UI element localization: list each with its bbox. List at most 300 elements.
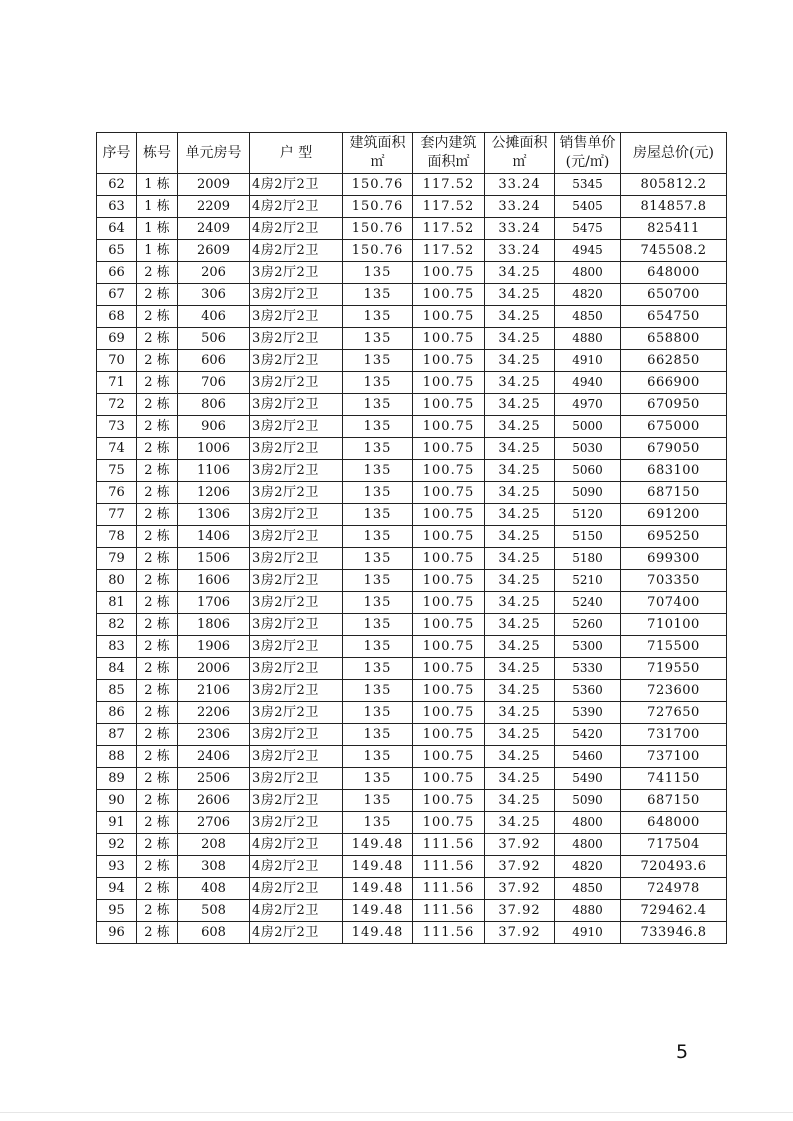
total-price-cell: 703350 [621,570,727,592]
layout-cell: 3房2厅2卫 [250,614,343,636]
building-cell: 2 栋 [137,394,178,416]
seq-cell: 81 [97,592,137,614]
unit-cell: 2306 [178,724,250,746]
table-row [97,900,727,922]
building-cell: 2 栋 [137,658,178,680]
unit-price-cell: 5460 [555,746,621,768]
header-row [97,133,727,174]
shared-area-cell: 33.24 [485,196,555,218]
inner-area-cell: 111.56 [413,922,485,944]
unit-cell: 1406 [178,526,250,548]
unit-price-cell: 4850 [555,878,621,900]
inner-area-cell: 100.75 [413,306,485,328]
building-cell: 1 栋 [137,174,178,196]
unit-cell: 2406 [178,746,250,768]
unit-price-cell: 5150 [555,526,621,548]
gross-area-cell: 135 [343,482,413,504]
layout-cell: 3房2厅2卫 [250,350,343,372]
unit-price-cell: 5120 [555,504,621,526]
price-table [96,132,727,944]
total-price-cell: 724978 [621,878,727,900]
shared-area-cell: 34.25 [485,372,555,394]
header-layout: 户 型 [250,133,343,174]
building-cell: 2 栋 [137,482,178,504]
shared-area-cell: 33.24 [485,240,555,262]
unit-price-cell: 5030 [555,438,621,460]
building-cell: 2 栋 [137,306,178,328]
footer-rule [0,1112,793,1113]
shared-area-cell: 34.25 [485,504,555,526]
layout-cell: 3房2厅2卫 [250,262,343,284]
gross-area-cell: 150.76 [343,218,413,240]
building-cell: 2 栋 [137,438,178,460]
seq-cell: 73 [97,416,137,438]
seq-cell: 92 [97,834,137,856]
unit-cell: 706 [178,372,250,394]
header-building: 栋号 [137,133,178,174]
shared-area-cell: 33.24 [485,174,555,196]
gross-area-cell: 135 [343,768,413,790]
unit-price-cell: 5300 [555,636,621,658]
seq-cell: 68 [97,306,137,328]
layout-cell: 3房2厅2卫 [250,284,343,306]
unit-price-cell: 5345 [555,174,621,196]
total-price-cell: 745508.2 [621,240,727,262]
layout-cell: 3房2厅2卫 [250,306,343,328]
shared-area-cell: 34.25 [485,526,555,548]
inner-area-cell: 117.52 [413,218,485,240]
seq-cell: 78 [97,526,137,548]
unit-price-cell: 5475 [555,218,621,240]
layout-cell: 3房2厅2卫 [250,482,343,504]
table-row [97,350,727,372]
table-row [97,394,727,416]
layout-cell: 3房2厅2卫 [250,328,343,350]
total-price-cell: 662850 [621,350,727,372]
inner-area-cell: 100.75 [413,680,485,702]
shared-area-cell: 34.25 [485,394,555,416]
table-row [97,812,727,834]
unit-cell: 206 [178,262,250,284]
layout-cell: 3房2厅2卫 [250,812,343,834]
layout-cell: 3房2厅2卫 [250,790,343,812]
seq-cell: 64 [97,218,137,240]
shared-area-cell: 34.25 [485,812,555,834]
building-cell: 2 栋 [137,504,178,526]
inner-area-cell: 100.75 [413,702,485,724]
seq-cell: 62 [97,174,137,196]
table-row [97,482,727,504]
shared-area-cell: 34.25 [485,284,555,306]
building-cell: 2 栋 [137,834,178,856]
total-price-cell: 691200 [621,504,727,526]
inner-area-cell: 100.75 [413,372,485,394]
seq-cell: 82 [97,614,137,636]
gross-area-cell: 149.48 [343,834,413,856]
unit-price-cell: 5180 [555,548,621,570]
total-price-cell: 687150 [621,790,727,812]
layout-cell: 3房2厅2卫 [250,702,343,724]
unit-price-cell: 4880 [555,900,621,922]
unit-price-cell: 5405 [555,196,621,218]
unit-price-cell: 4800 [555,262,621,284]
table-row [97,460,727,482]
gross-area-cell: 149.48 [343,856,413,878]
building-cell: 2 栋 [137,790,178,812]
building-cell: 2 栋 [137,284,178,306]
shared-area-cell: 34.25 [485,328,555,350]
unit-cell: 2009 [178,174,250,196]
gross-area-cell: 135 [343,372,413,394]
table-row [97,856,727,878]
seq-cell: 72 [97,394,137,416]
layout-cell: 4房2厅2卫 [250,174,343,196]
layout-cell: 4房2厅2卫 [250,878,343,900]
inner-area-cell: 100.75 [413,526,485,548]
shared-area-cell: 34.25 [485,482,555,504]
inner-area-cell: 100.75 [413,658,485,680]
table-row [97,878,727,900]
unit-price-cell: 5240 [555,592,621,614]
unit-price-cell: 4800 [555,812,621,834]
total-price-cell: 699300 [621,548,727,570]
shared-area-cell: 37.92 [485,878,555,900]
building-cell: 2 栋 [137,680,178,702]
total-price-cell: 741150 [621,768,727,790]
inner-area-cell: 100.75 [413,592,485,614]
shared-area-cell: 34.25 [485,790,555,812]
gross-area-cell: 135 [343,416,413,438]
seq-cell: 90 [97,790,137,812]
layout-cell: 3房2厅2卫 [250,548,343,570]
unit-cell: 1606 [178,570,250,592]
total-price-cell: 670950 [621,394,727,416]
building-cell: 2 栋 [137,812,178,834]
total-price-cell: 654750 [621,306,727,328]
unit-price-cell: 5000 [555,416,621,438]
total-price-cell: 683100 [621,460,727,482]
gross-area-cell: 150.76 [343,196,413,218]
layout-cell: 4房2厅2卫 [250,834,343,856]
gross-area-cell: 135 [343,636,413,658]
gross-area-cell: 135 [343,724,413,746]
seq-cell: 75 [97,460,137,482]
gross-area-cell: 135 [343,658,413,680]
inner-area-cell: 111.56 [413,856,485,878]
seq-cell: 83 [97,636,137,658]
table-row [97,570,727,592]
gross-area-cell: 135 [343,702,413,724]
layout-cell: 4房2厅2卫 [250,196,343,218]
total-price-cell: 715500 [621,636,727,658]
unit-cell: 1506 [178,548,250,570]
layout-cell: 4房2厅2卫 [250,900,343,922]
building-cell: 2 栋 [137,636,178,658]
header-unit-price: 销售单价 (元/㎡) [555,133,621,174]
inner-area-cell: 117.52 [413,240,485,262]
seq-cell: 86 [97,702,137,724]
table-row [97,174,727,196]
seq-cell: 79 [97,548,137,570]
table-row [97,284,727,306]
inner-area-cell: 100.75 [413,504,485,526]
gross-area-cell: 135 [343,570,413,592]
gross-area-cell: 135 [343,328,413,350]
table-row [97,438,727,460]
inner-area-cell: 100.75 [413,548,485,570]
table-row [97,922,727,944]
seq-cell: 67 [97,284,137,306]
layout-cell: 3房2厅2卫 [250,504,343,526]
layout-cell: 3房2厅2卫 [250,658,343,680]
layout-cell: 4房2厅2卫 [250,856,343,878]
inner-area-cell: 100.75 [413,812,485,834]
gross-area-cell: 135 [343,350,413,372]
building-cell: 2 栋 [137,460,178,482]
building-cell: 2 栋 [137,724,178,746]
building-cell: 2 栋 [137,350,178,372]
inner-area-cell: 117.52 [413,174,485,196]
inner-area-cell: 100.75 [413,438,485,460]
total-price-cell: 723600 [621,680,727,702]
unit-cell: 308 [178,856,250,878]
building-cell: 2 栋 [137,372,178,394]
gross-area-cell: 135 [343,438,413,460]
inner-area-cell: 111.56 [413,834,485,856]
total-price-cell: 710100 [621,614,727,636]
shared-area-cell: 37.92 [485,834,555,856]
unit-price-cell: 5090 [555,790,621,812]
unit-price-cell: 4850 [555,306,621,328]
unit-price-cell: 5490 [555,768,621,790]
unit-price-cell: 4820 [555,856,621,878]
table-row [97,548,727,570]
gross-area-cell: 135 [343,548,413,570]
unit-price-cell: 4940 [555,372,621,394]
shared-area-cell: 34.25 [485,438,555,460]
unit-price-cell: 5260 [555,614,621,636]
seq-cell: 95 [97,900,137,922]
building-cell: 2 栋 [137,878,178,900]
unit-cell: 2606 [178,790,250,812]
building-cell: 2 栋 [137,702,178,724]
unit-cell: 606 [178,350,250,372]
seq-cell: 84 [97,658,137,680]
gross-area-cell: 135 [343,614,413,636]
table-row [97,504,727,526]
table-row [97,680,727,702]
inner-area-cell: 100.75 [413,636,485,658]
inner-area-cell: 117.52 [413,196,485,218]
layout-cell: 3房2厅2卫 [250,416,343,438]
layout-cell: 3房2厅2卫 [250,724,343,746]
layout-cell: 3房2厅2卫 [250,394,343,416]
table-row [97,592,727,614]
table-row [97,218,727,240]
unit-cell: 2409 [178,218,250,240]
total-price-cell: 695250 [621,526,727,548]
unit-price-cell: 5090 [555,482,621,504]
gross-area-cell: 135 [343,460,413,482]
gross-area-cell: 150.76 [343,240,413,262]
unit-price-cell: 5360 [555,680,621,702]
unit-cell: 906 [178,416,250,438]
layout-cell: 3房2厅2卫 [250,372,343,394]
table-row [97,372,727,394]
table-row [97,658,727,680]
unit-cell: 508 [178,900,250,922]
shared-area-cell: 34.25 [485,460,555,482]
unit-price-cell: 5420 [555,724,621,746]
seq-cell: 74 [97,438,137,460]
unit-cell: 608 [178,922,250,944]
unit-price-cell: 4800 [555,834,621,856]
unit-cell: 1306 [178,504,250,526]
table-row [97,768,727,790]
layout-cell: 4房2厅2卫 [250,218,343,240]
layout-cell: 4房2厅2卫 [250,922,343,944]
unit-price-cell: 5210 [555,570,621,592]
table-row [97,724,727,746]
unit-price-cell: 5060 [555,460,621,482]
unit-cell: 1906 [178,636,250,658]
inner-area-cell: 100.75 [413,746,485,768]
table-body [97,174,727,944]
inner-area-cell: 100.75 [413,482,485,504]
seq-cell: 77 [97,504,137,526]
gross-area-cell: 150.76 [343,174,413,196]
shared-area-cell: 34.25 [485,350,555,372]
total-price-cell: 825411 [621,218,727,240]
total-price-cell: 687150 [621,482,727,504]
gross-area-cell: 135 [343,790,413,812]
unit-cell: 2006 [178,658,250,680]
seq-cell: 69 [97,328,137,350]
inner-area-cell: 100.75 [413,724,485,746]
inner-area-cell: 100.75 [413,262,485,284]
unit-cell: 1106 [178,460,250,482]
gross-area-cell: 149.48 [343,878,413,900]
total-price-cell: 650700 [621,284,727,306]
total-price-cell: 731700 [621,724,727,746]
layout-cell: 4房2厅2卫 [250,240,343,262]
inner-area-cell: 100.75 [413,460,485,482]
table-row [97,240,727,262]
building-cell: 2 栋 [137,526,178,548]
layout-cell: 3房2厅2卫 [250,636,343,658]
building-cell: 2 栋 [137,746,178,768]
total-price-cell: 675000 [621,416,727,438]
unit-price-cell: 4820 [555,284,621,306]
seq-cell: 91 [97,812,137,834]
inner-area-cell: 100.75 [413,284,485,306]
total-price-cell: 648000 [621,262,727,284]
total-price-cell: 733946.8 [621,922,727,944]
building-cell: 2 栋 [137,416,178,438]
shared-area-cell: 33.24 [485,218,555,240]
unit-cell: 1006 [178,438,250,460]
layout-cell: 3房2厅2卫 [250,460,343,482]
seq-cell: 96 [97,922,137,944]
total-price-cell: 737100 [621,746,727,768]
unit-price-cell: 5330 [555,658,621,680]
seq-cell: 87 [97,724,137,746]
total-price-cell: 729462.4 [621,900,727,922]
unit-price-cell: 4970 [555,394,621,416]
header-unit: 单元房号 [178,133,250,174]
unit-price-cell: 5390 [555,702,621,724]
building-cell: 2 栋 [137,592,178,614]
table-row [97,416,727,438]
table-row [97,636,727,658]
unit-cell: 1806 [178,614,250,636]
layout-cell: 3房2厅2卫 [250,438,343,460]
unit-cell: 406 [178,306,250,328]
inner-area-cell: 100.75 [413,416,485,438]
unit-cell: 2206 [178,702,250,724]
shared-area-cell: 34.25 [485,548,555,570]
shared-area-cell: 34.25 [485,592,555,614]
building-cell: 1 栋 [137,218,178,240]
gross-area-cell: 149.48 [343,900,413,922]
page-number: 5 [676,1041,689,1063]
shared-area-cell: 34.25 [485,614,555,636]
seq-cell: 80 [97,570,137,592]
seq-cell: 70 [97,350,137,372]
total-price-cell: 648000 [621,812,727,834]
gross-area-cell: 135 [343,306,413,328]
shared-area-cell: 34.25 [485,570,555,592]
unit-cell: 2706 [178,812,250,834]
shared-area-cell: 34.25 [485,680,555,702]
total-price-cell: 727650 [621,702,727,724]
unit-price-cell: 4910 [555,922,621,944]
total-price-cell: 805812.2 [621,174,727,196]
table-row [97,614,727,636]
total-price-cell: 666900 [621,372,727,394]
layout-cell: 3房2厅2卫 [250,570,343,592]
inner-area-cell: 100.75 [413,394,485,416]
building-cell: 1 栋 [137,196,178,218]
shared-area-cell: 34.25 [485,768,555,790]
building-cell: 2 栋 [137,262,178,284]
shared-area-cell: 34.25 [485,702,555,724]
building-cell: 2 栋 [137,614,178,636]
total-price-cell: 814857.8 [621,196,727,218]
shared-area-cell: 34.25 [485,746,555,768]
shared-area-cell: 37.92 [485,856,555,878]
total-price-cell: 658800 [621,328,727,350]
building-cell: 2 栋 [137,922,178,944]
inner-area-cell: 100.75 [413,328,485,350]
total-price-cell: 707400 [621,592,727,614]
total-price-cell: 717504 [621,834,727,856]
header-total-price: 房屋总价(元) [621,133,727,174]
inner-area-cell: 100.75 [413,570,485,592]
gross-area-cell: 149.48 [343,922,413,944]
unit-cell: 208 [178,834,250,856]
inner-area-cell: 111.56 [413,878,485,900]
table-row [97,834,727,856]
unit-cell: 2609 [178,240,250,262]
gross-area-cell: 135 [343,526,413,548]
gross-area-cell: 135 [343,812,413,834]
seq-cell: 85 [97,680,137,702]
gross-area-cell: 135 [343,284,413,306]
unit-cell: 2106 [178,680,250,702]
gross-area-cell: 135 [343,262,413,284]
shared-area-cell: 34.25 [485,306,555,328]
